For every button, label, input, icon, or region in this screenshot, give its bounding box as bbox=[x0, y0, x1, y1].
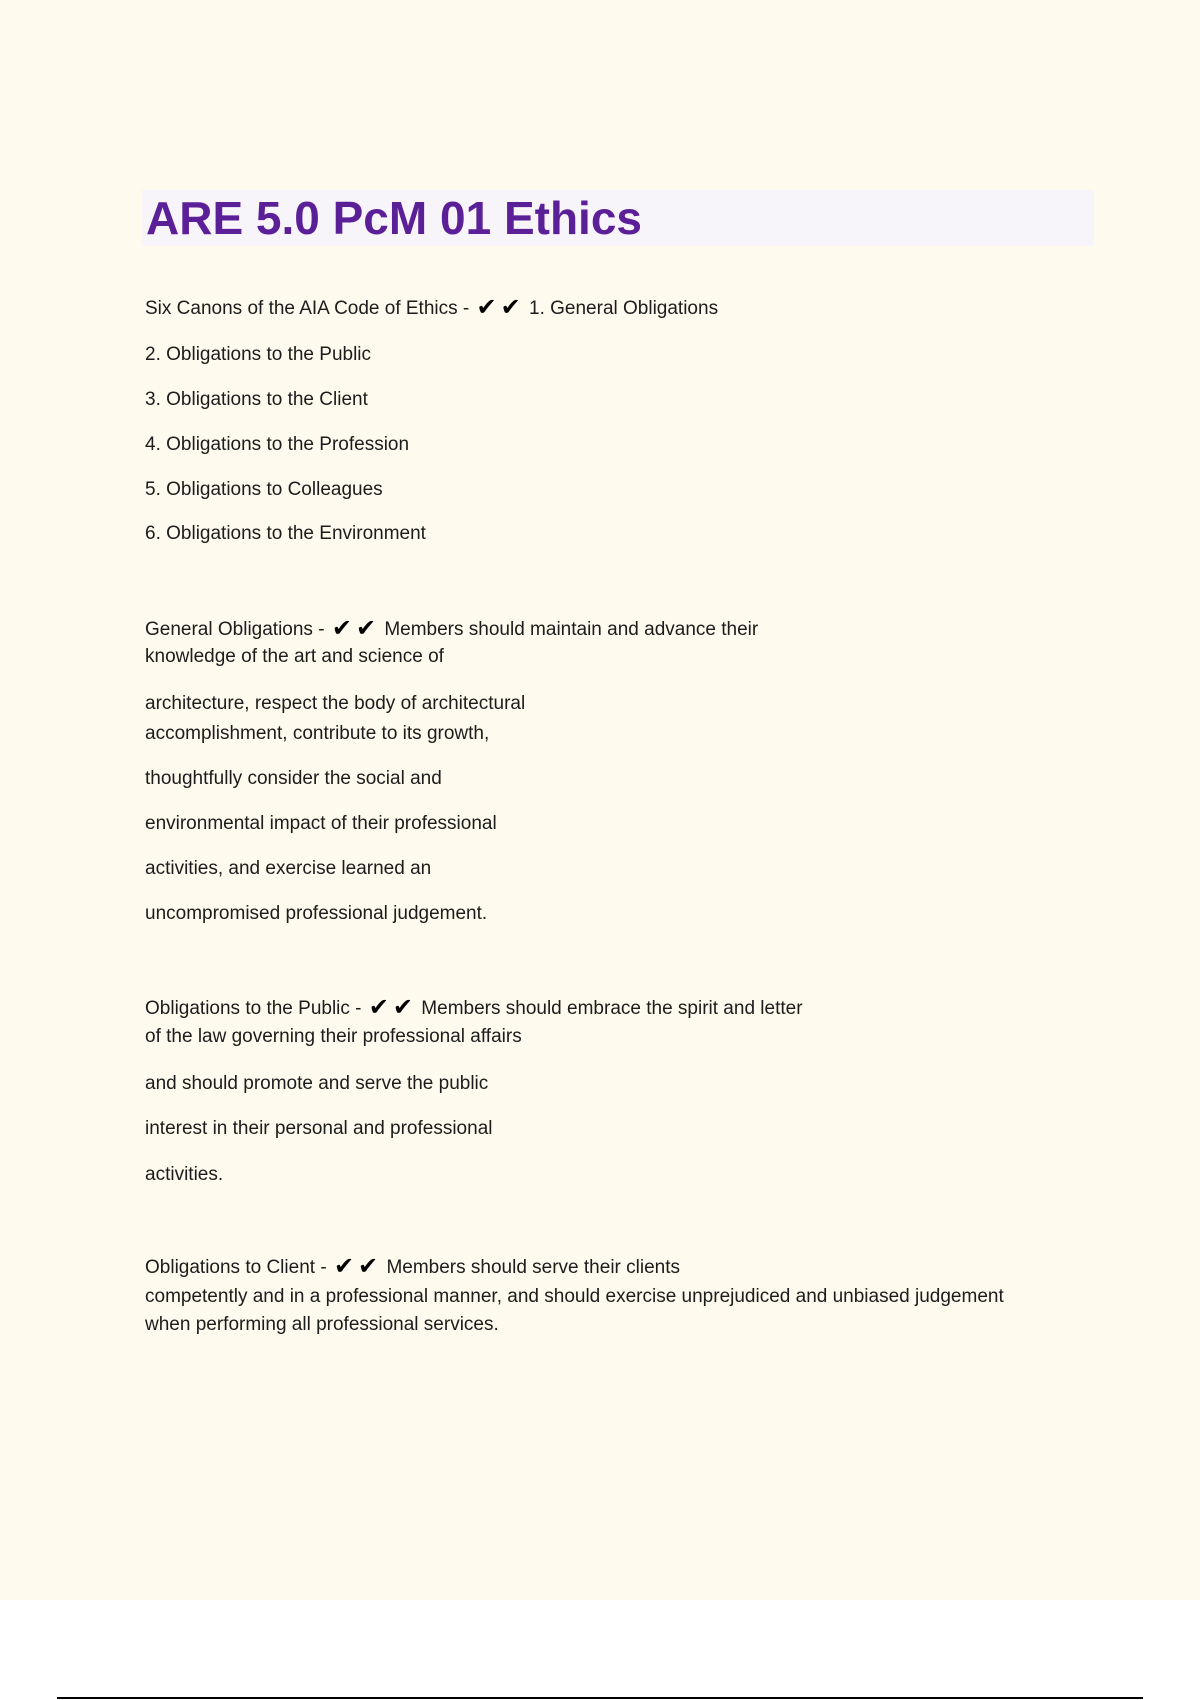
card-answer-start: 1. General Obligations bbox=[529, 298, 719, 319]
card-term: Obligations to Client - bbox=[145, 1257, 327, 1278]
card-question-line bbox=[145, 994, 803, 1021]
card-answer-line: of the law governing their professional affairs bbox=[145, 1026, 522, 1047]
checkmark-icon: ✔ bbox=[500, 294, 521, 321]
card-question-line bbox=[145, 615, 759, 642]
checkmark-icon: ✔ bbox=[392, 994, 414, 1021]
card-answer-line: interest in their personal and professional bbox=[145, 1118, 493, 1139]
card-answer-line: 5. Obligations to Colleagues bbox=[145, 479, 383, 500]
card-answer-line: competently and in a professional manner, and should exercise unprejudiced and unbiased judgement bbox=[145, 1286, 1004, 1307]
checkmark-icon: ✔ bbox=[476, 294, 497, 321]
card-answer-start: Members should serve their clients bbox=[386, 1257, 681, 1278]
card-term: Obligations to the Public - bbox=[145, 998, 362, 1019]
card-answer-start: Members should embrace the spirit and letter bbox=[421, 998, 803, 1019]
card-answer-line: 6. Obligations to the Environment bbox=[145, 523, 426, 544]
card-term: Six Canons of the AIA Code of Ethics - bbox=[145, 298, 470, 319]
card-answer-line: and should promote and serve the public bbox=[145, 1073, 489, 1094]
page-divider bbox=[57, 1697, 1143, 1699]
checkmark-icon: ✔ bbox=[331, 615, 352, 642]
checkmark-icon: ✔ bbox=[333, 1253, 355, 1280]
card-answer-line: when performing all professional services. bbox=[145, 1314, 499, 1335]
card-answer-start: Members should maintain and advance their bbox=[384, 619, 759, 640]
card-answer-line: thoughtfully consider the social and bbox=[145, 768, 442, 789]
card-answer-line: accomplishment, contribute to its growth, bbox=[145, 723, 490, 744]
card-answer-line: environmental impact of their professional bbox=[145, 813, 497, 834]
card-term: General Obligations - bbox=[145, 619, 325, 640]
checkmark-icon: ✔ bbox=[358, 1253, 379, 1280]
card-answer-line: activities, and exercise learned an bbox=[145, 858, 432, 879]
card-answer-line: 4. Obligations to the Profession bbox=[145, 434, 410, 455]
card-answer-line: activities. bbox=[145, 1164, 224, 1185]
card-answer-line: 3. Obligations to the Client bbox=[145, 389, 368, 410]
card-answer-line: knowledge of the art and science of bbox=[145, 646, 444, 667]
checkmark-icon: ✔ bbox=[355, 615, 377, 642]
card-question-line bbox=[145, 1253, 681, 1280]
document-title: ARE 5.0 PcM 01 Ethics bbox=[146, 192, 642, 244]
card-answer-line: 2. Obligations to the Public bbox=[145, 344, 372, 365]
checkmark-icon: ✔ bbox=[368, 994, 389, 1021]
card-question-line bbox=[145, 294, 719, 321]
card-answer-line: architecture, respect the body of architectural bbox=[145, 693, 526, 714]
card-answer-line: uncompromised professional judgement. bbox=[145, 903, 488, 924]
